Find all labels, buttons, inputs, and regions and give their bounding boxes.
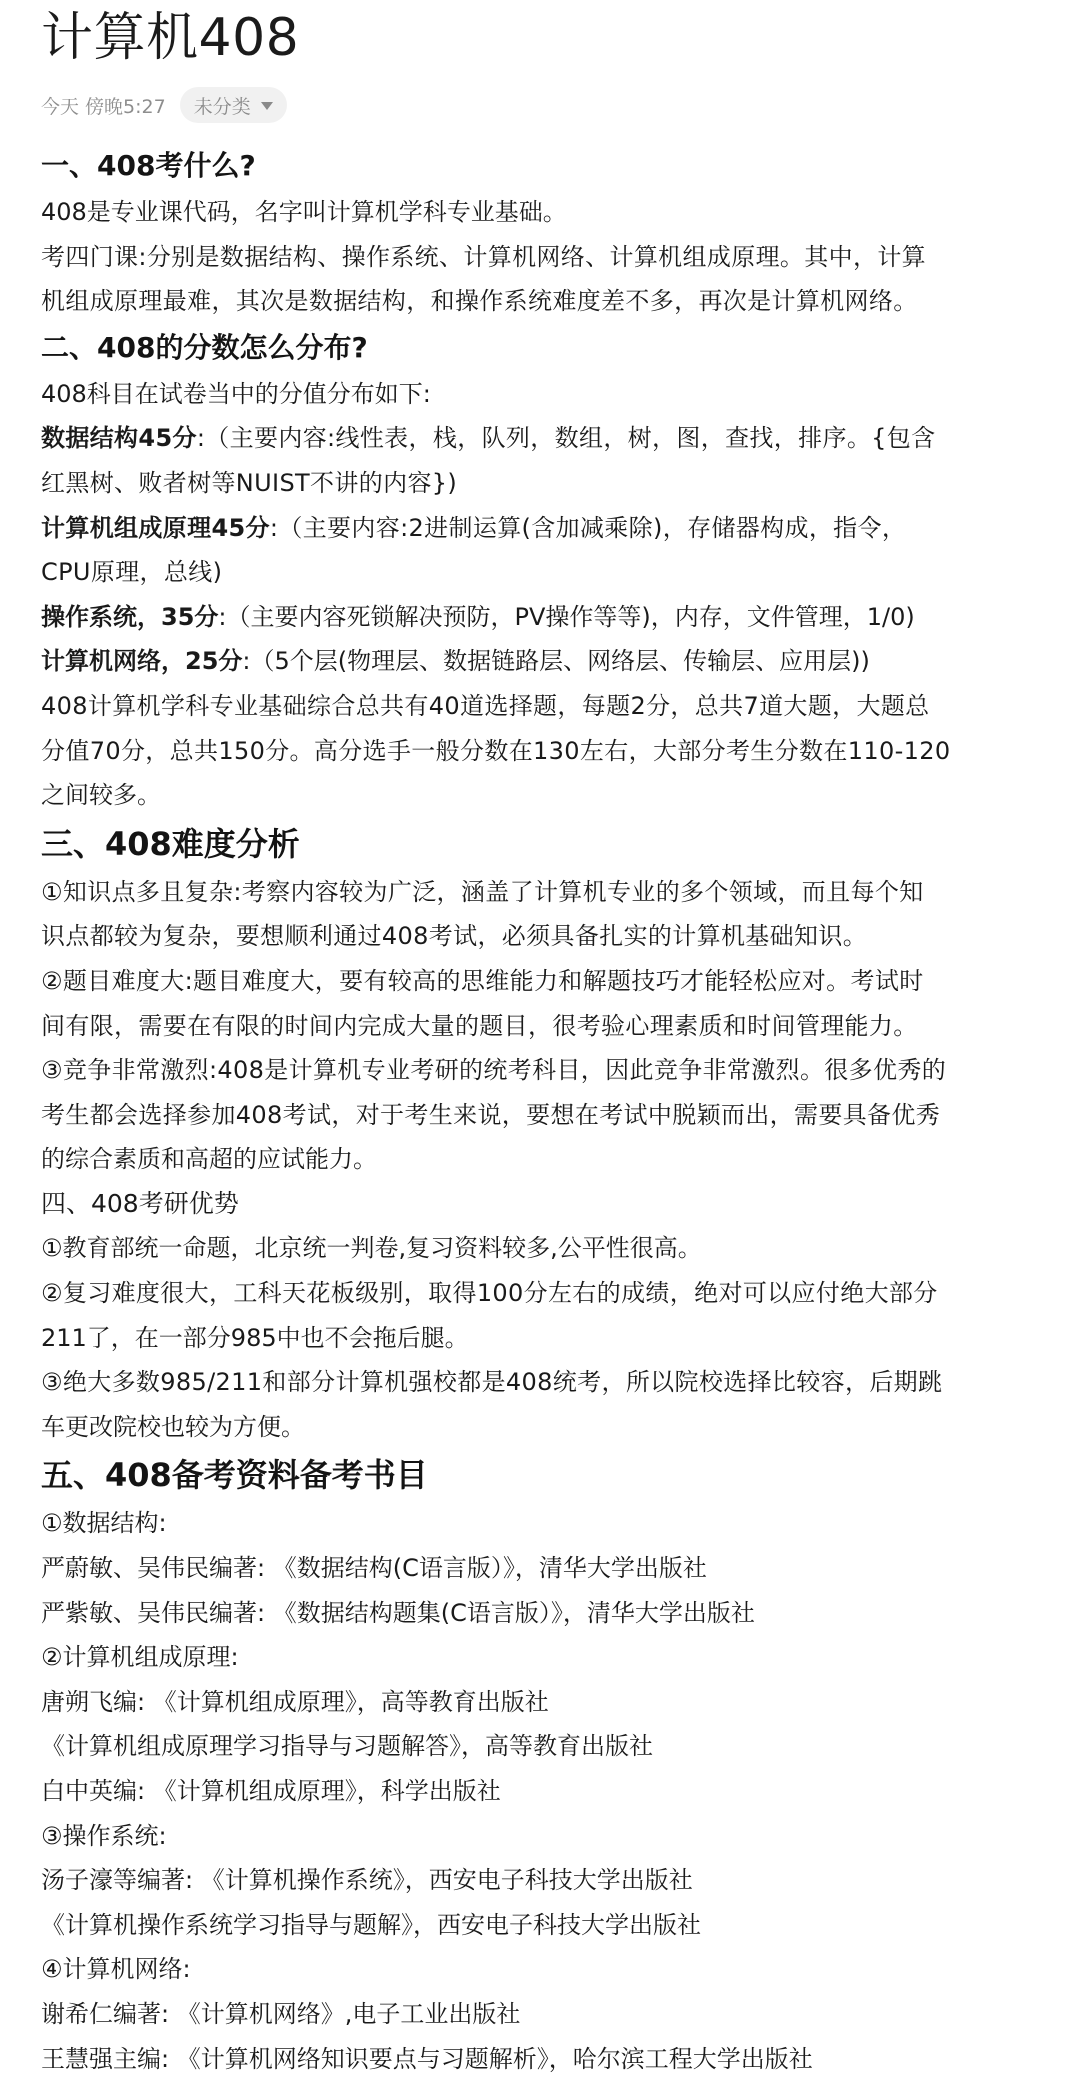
- section-heading: 一、408考什么?: [41, 149, 256, 182]
- subject-label: 计算机组成原理45分: [41, 513, 270, 542]
- note-meta: [41, 82, 1039, 128]
- paragraph-line: 识点都较为复杂，要想顺利通过408考试，必须具备扎实的计算机基础知识。: [41, 922, 868, 951]
- subject-label: 数据结构45分: [41, 424, 197, 453]
- paragraph-line: 红黑树、败者树等NUIST不讲的内容}): [41, 468, 458, 497]
- paragraph-line: [41, 639, 1039, 684]
- subsection-label: ③操作系统:: [41, 1821, 167, 1850]
- paragraph-line: ①知识点多且复杂:考察内容较为广泛，涵盖了计算机专业的多个领域，而且每个知: [41, 877, 924, 906]
- paragraph-line: ①教育部统一命题，北京统一判卷,复习资料较多,公平性很高。: [41, 1234, 702, 1263]
- subject-detail: :（主要内容死锁解决预防，PV操作等等)，内存，文件管理，1/0): [218, 602, 915, 631]
- paragraph-line: 408是专业课代码，名字叫计算机学科专业基础。: [41, 198, 567, 226]
- subject-label: 计算机网络，25分: [41, 647, 243, 676]
- note-date: 今天 傍晚5:27: [41, 95, 166, 118]
- paragraph-line: CPU原理，总线): [41, 558, 223, 587]
- paragraph-line: ③绝大多数985/211和部分计算机强校都是408统考，所以院校选择比较容，后期跳: [41, 1368, 943, 1397]
- subsection-label: ①数据结构:: [41, 1509, 167, 1538]
- book-item: 严蔚敏、吴伟民编著: 《数据结构(C语言版）》，清华大学出版社: [41, 1554, 707, 1583]
- paragraph-line: 之间较多。: [41, 781, 161, 810]
- paragraph-line: 间有限，需要在有限的时间内完成大量的题目，很考验心理素质和时间管理能力。: [41, 1011, 918, 1040]
- paragraph-line: 211了，在一部分985中也不会拖后腿。: [41, 1323, 469, 1352]
- subject-detail: :（主要内容:线性表，栈，队列，数组，树，图，查找，排序。{包含: [196, 424, 936, 453]
- paragraph-line: ②复习难度很大，工科天花板级别，取得100分左右的成绩，绝对可以应付绝大部分: [41, 1279, 938, 1308]
- paragraph-line: 机组成原理最难，其次是数据结构，和操作系统难度差不多，再次是计算机网络。: [41, 287, 918, 316]
- subject-label: 操作系统，35分: [41, 602, 219, 631]
- book-item: 白中英编: 《计算机组成原理》，科学出版社: [41, 1777, 501, 1805]
- chevron-down-icon: [261, 102, 273, 110]
- book-item: 谢希仁编著: 《计算机网络》,电子工业出版社: [41, 1999, 521, 2028]
- book-item: 《计算机操作系统学习指导与题解》，西安电子科技大学出版社: [41, 1910, 701, 1939]
- category-label: 未分类: [193, 95, 251, 118]
- paragraph-line: [41, 506, 1039, 551]
- paragraph-line: 分值70分，总共150分。高分选手一般分数在130左右，大部分考生分数在110-120: [41, 736, 951, 765]
- paragraph-line: 408科目在试卷当中的分值分布如下:: [41, 379, 431, 408]
- paragraph-line: [41, 595, 1039, 640]
- paragraph-line: 408计算机学科专业基础综合总共有40道选择题，每题2分，总共7道大题，大题总: [41, 691, 930, 720]
- paragraph-line: 车更改院校也较为方便。: [41, 1412, 305, 1441]
- book-item: 王慧强主编: 《计算机网络知识要点与习题解析》，哈尔滨工程大学出版社: [41, 2044, 813, 2073]
- book-item: 《计算机组成原理学习指导与习题解答》，高等教育出版社: [41, 1732, 653, 1761]
- section-heading: 四、408考研优势: [41, 1188, 239, 1218]
- paragraph-line: ②题目难度大:题目难度大，要有较高的思维能力和解题技巧才能轻松应对。考试时: [41, 966, 924, 995]
- paragraph-line: 考生都会选择参加408考试，对于考生来说，要想在考试中脱颖而出，需要具备优秀: [41, 1100, 941, 1129]
- subject-detail: :（主要内容:2进制运算(含加减乘除)，存储器构成，指令，: [269, 513, 907, 542]
- section-heading: 二、408的分数怎么分布?: [41, 330, 368, 364]
- note-body[interactable]: [41, 142, 1039, 2081]
- subsection-label: ④计算机网络:: [41, 1955, 191, 1984]
- paragraph-line: 的综合素质和高超的应试能力。: [41, 1145, 377, 1174]
- book-item: 汤子濠等编著: 《计算机操作系统》，西安电子科技大学出版社: [41, 1866, 693, 1895]
- section-heading: 三、408难度分析: [41, 824, 300, 863]
- paragraph-line: 考四门课:分别是数据结构、操作系统、计算机网络、计算机组成原理。其中，计算: [41, 242, 927, 271]
- category-dropdown[interactable]: [180, 87, 287, 123]
- book-item: 严紫敏、吴伟民编著: 《数据结构题集(C语言版）》，清华大学出版社: [41, 1598, 755, 1627]
- section-heading: 五、408备考资料备考书目: [41, 1456, 428, 1495]
- subject-detail: :（5个层(物理层、数据链路层、网络层、传输层、应用层)): [242, 647, 870, 676]
- subsection-label: ②计算机组成原理:: [41, 1643, 239, 1672]
- book-item: 唐朔飞编: 《计算机组成原理》，高等教育出版社: [41, 1687, 549, 1716]
- paragraph-line: ③竞争非常激烈:408是计算机专业考研的统考科目，因此竞争非常激烈。很多优秀的: [41, 1056, 947, 1085]
- note-title[interactable]: 计算机408: [41, 8, 300, 68]
- paragraph-line: [41, 416, 1039, 461]
